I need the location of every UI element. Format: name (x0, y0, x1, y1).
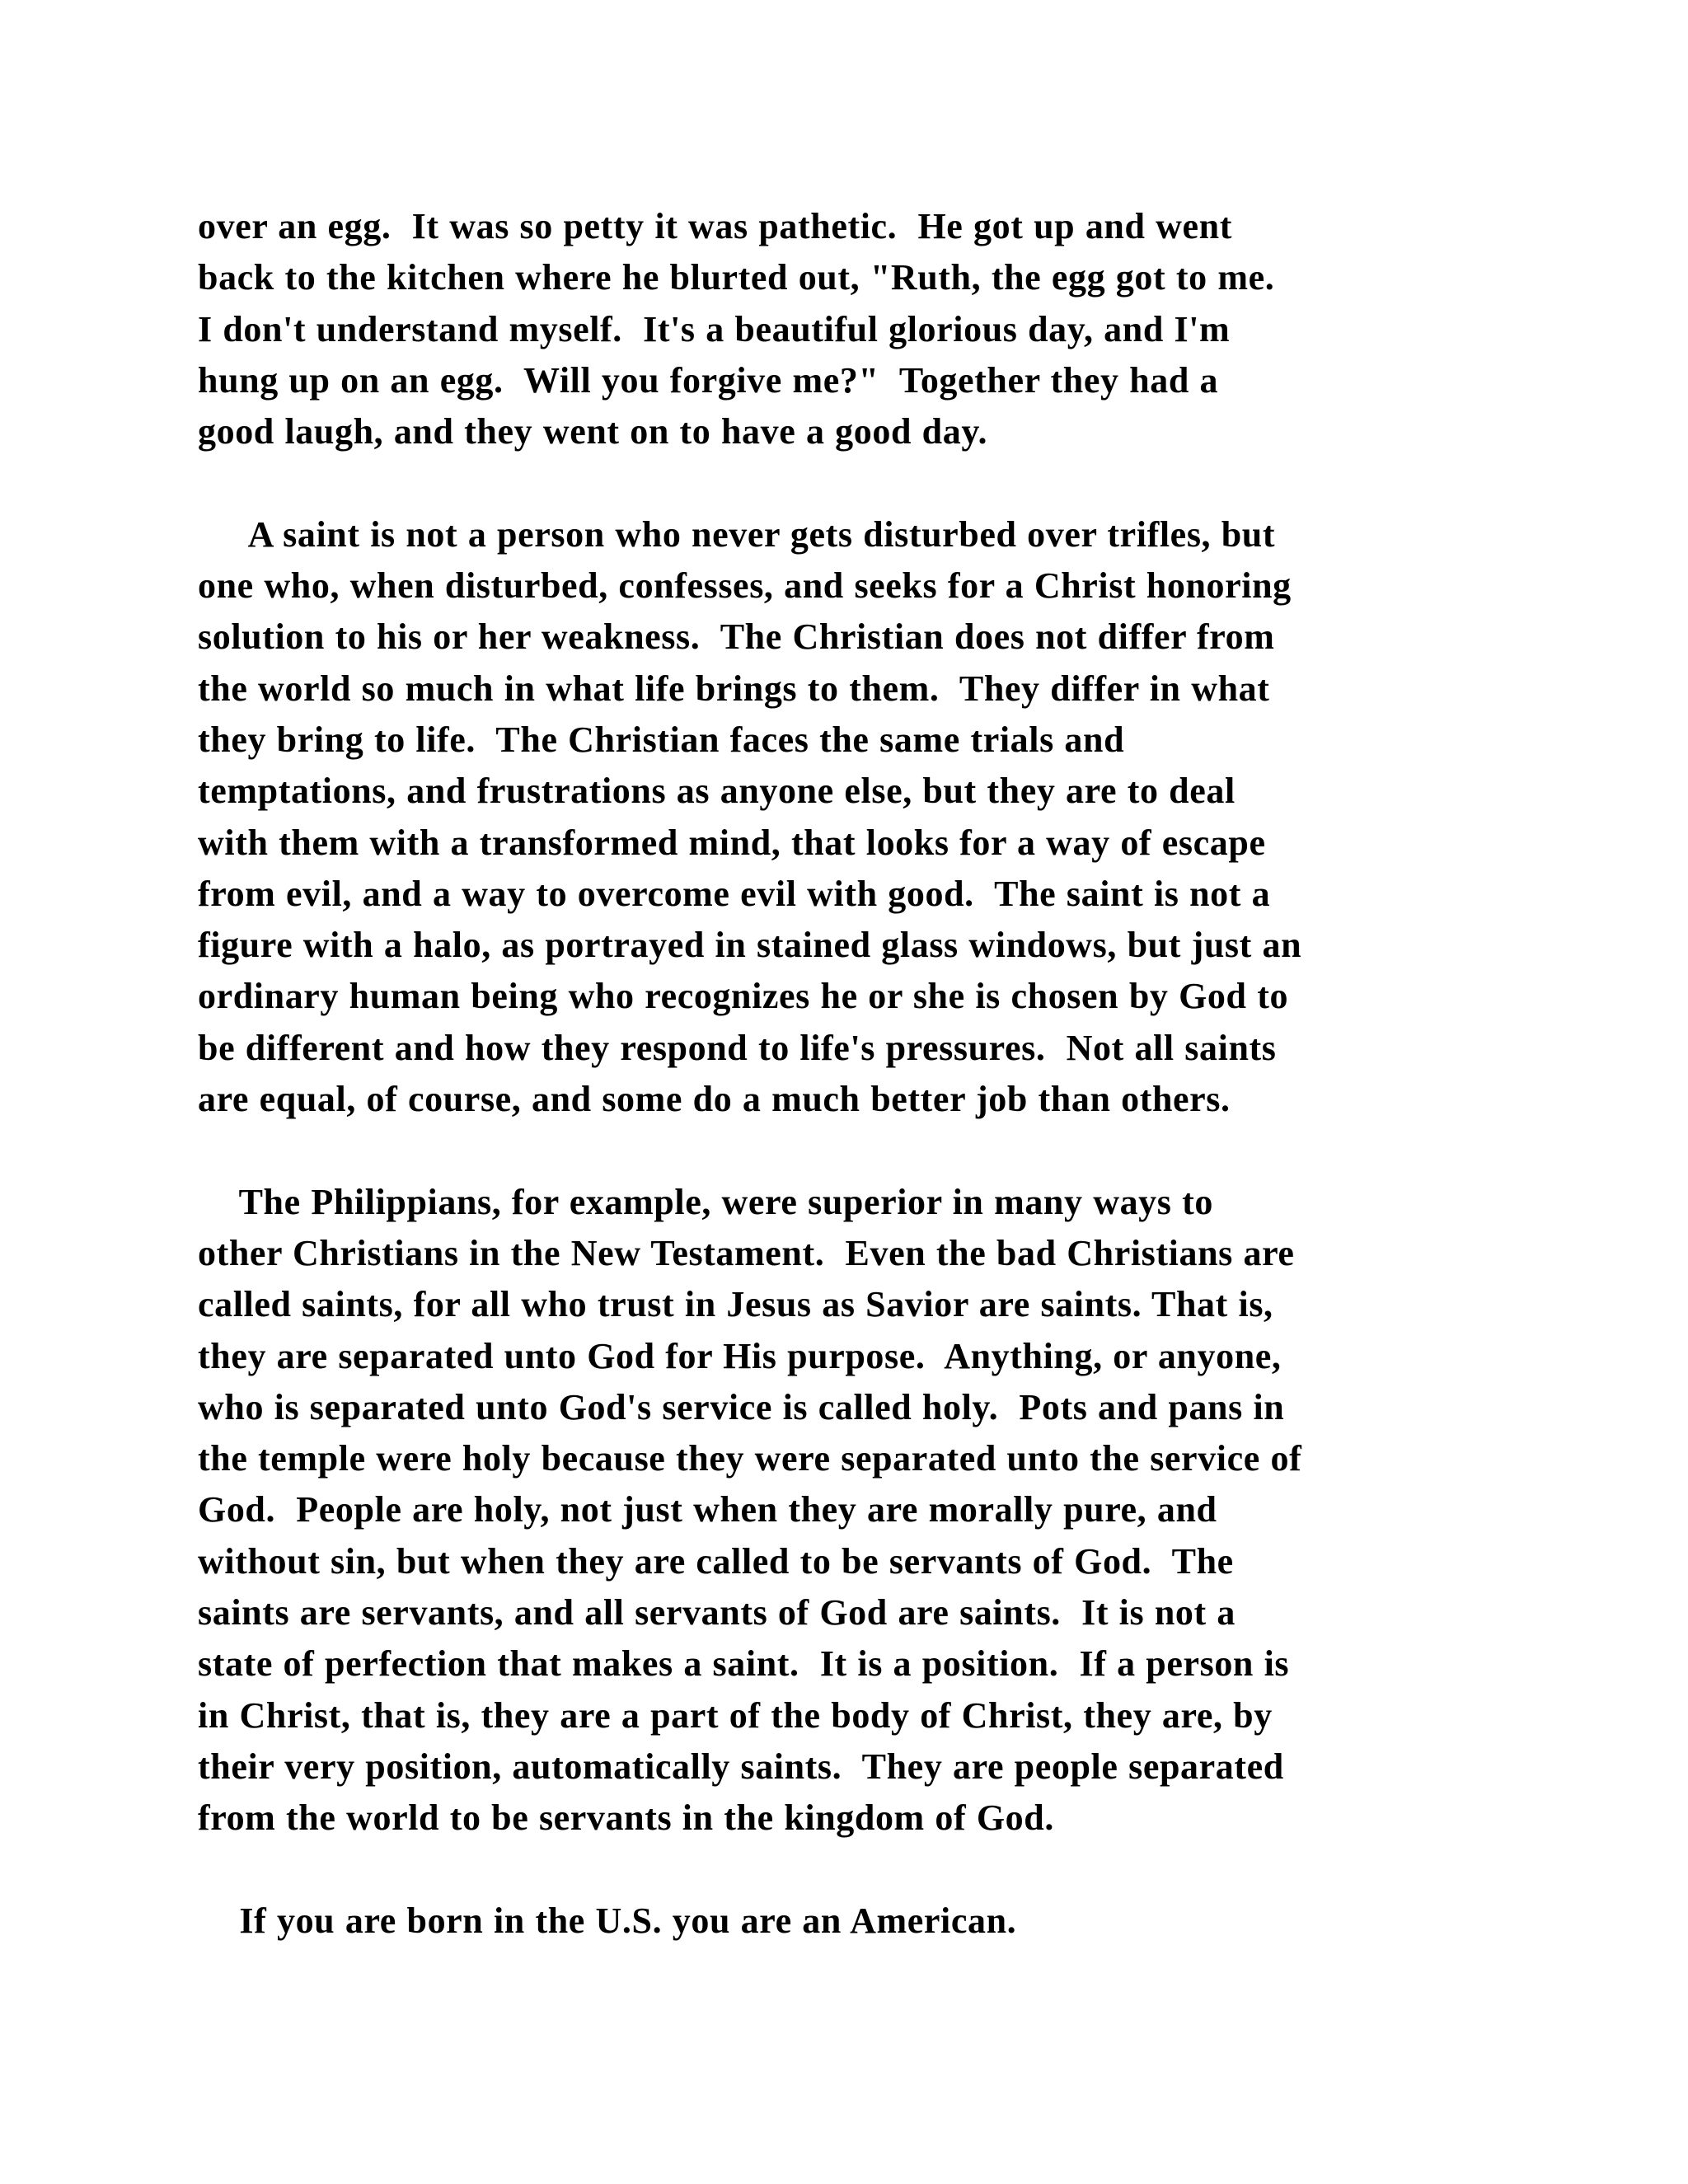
document-page (198, 201, 1500, 1947)
text-line: without sin, but when they are called to be servants of God. The (198, 1540, 1234, 1582)
text-line: the world so much in what life brings to them. They differ in what (198, 668, 1270, 709)
paragraph (198, 1177, 1500, 1844)
paragraph (198, 201, 1500, 457)
paragraph (198, 509, 1500, 1126)
text-line: The Philippians, for example, were superior in many ways to (198, 1181, 1213, 1222)
text-line: the temple were holy because they were separated unto the service of (198, 1438, 1302, 1479)
text-line: ordinary human being who recognizes he or she is chosen by God to (198, 976, 1289, 1017)
text-line: figure with a halo, as portrayed in stained glass windows, but just an (198, 925, 1302, 966)
text-line: A saint is not a person who never gets disturbed over trifles, but (198, 513, 1276, 555)
text-line: be different and how they respond to life's pressures. Not all saints (198, 1027, 1277, 1068)
text-line: called saints, for all who trust in Jesus as Savior are saints. That is, (198, 1284, 1273, 1325)
text-line: state of perfection that makes a saint. It is a position. If a person is (198, 1643, 1290, 1685)
paragraph (198, 1896, 1500, 1947)
text-line: temptations, and frustrations as anyone else, but they are to deal (198, 771, 1236, 812)
text-line: solution to his or her weakness. The Christian does not differ from (198, 616, 1275, 658)
text-line: If you are born in the U.S. you are an American. (198, 1900, 1017, 1941)
text-line: they bring to life. The Christian faces the same trials and (198, 719, 1125, 760)
text-line: from the world to be servants in the kingdom of God. (198, 1797, 1054, 1839)
text-line: God. People are holy, not just when they are morally pure, and (198, 1489, 1217, 1530)
text-line: from evil, and a way to overcome evil with good. The saint is not a (198, 873, 1271, 914)
text-line: good laugh, and they went on to have a good day. (198, 411, 988, 452)
text-line: over an egg. It was so petty it was pathetic. He got up and went (198, 206, 1232, 246)
text-line: saints are servants, and all servants of God are saints. It is not a (198, 1592, 1236, 1633)
text-line: hung up on an egg. Will you forgive me?" Together they had a (198, 359, 1219, 401)
text-line: in Christ, that is, they are a part of the body of Christ, they are, by (198, 1694, 1273, 1736)
paragraph-gap (198, 457, 1500, 509)
paragraph-gap (198, 1844, 1500, 1896)
text-line: their very position, automatically saints. They are people separated (198, 1746, 1284, 1787)
text-line: other Christians in the New Testament. Even the bad Christians are (198, 1232, 1295, 1273)
text-line: I don't understand myself. It's a beautiful glorious day, and I'm (198, 308, 1231, 349)
text-line: one who, when disturbed, confesses, and seeks for a Christ honoring (198, 565, 1292, 607)
text-line: with them with a transformed mind, that looks for a way of escape (198, 822, 1266, 863)
text-line: back to the kitchen where he blurted out, "Ruth, the egg got to me. (198, 257, 1275, 298)
text-line: are equal, of course, and some do a much better job than others. (198, 1079, 1231, 1120)
paragraph-gap (198, 1125, 1500, 1176)
text-line: they are separated unto God for His purpose. Anything, or anyone, (198, 1335, 1282, 1376)
text-line: who is separated unto God's service is called holy. Pots and pans in (198, 1386, 1285, 1427)
